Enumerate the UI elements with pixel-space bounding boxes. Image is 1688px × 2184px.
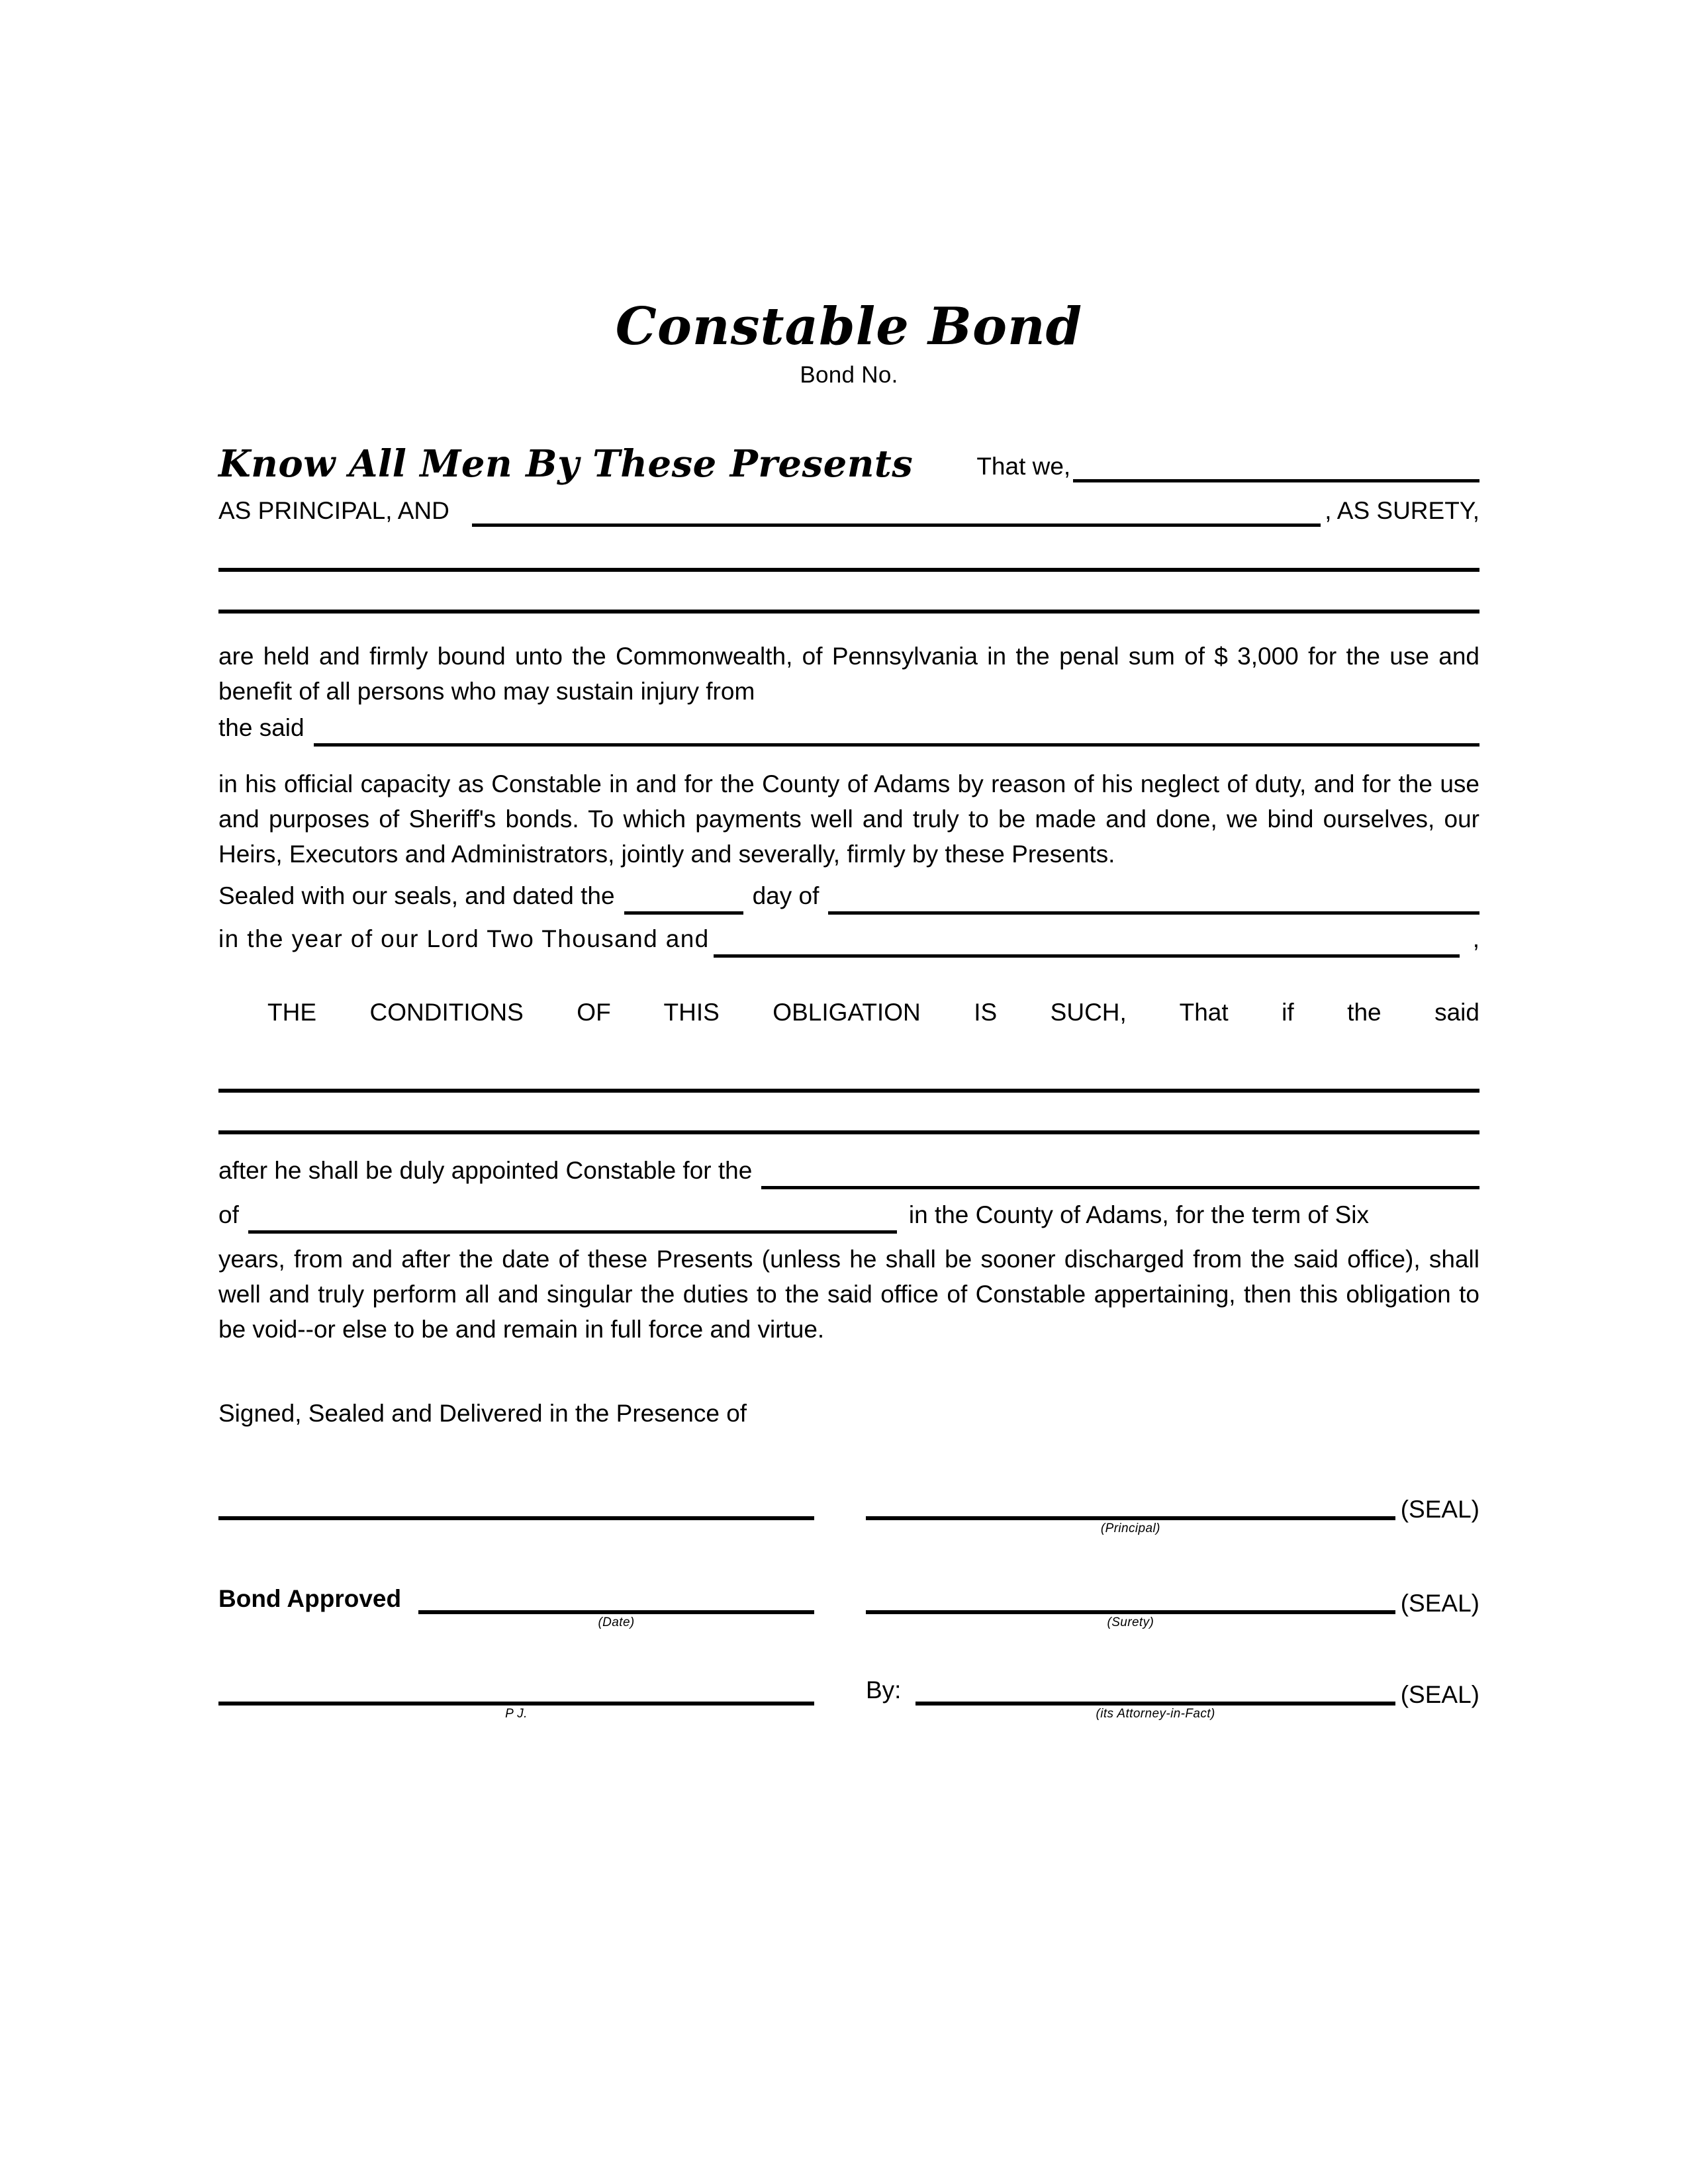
of-label: of xyxy=(218,1201,239,1228)
page-title: Constable Bond xyxy=(615,296,1083,357)
surety-name-blank[interactable] xyxy=(472,501,1321,527)
attorney-signature-line[interactable] xyxy=(915,1702,1395,1706)
pj-caption: P J. xyxy=(505,1707,528,1721)
document-content-column xyxy=(218,0,1479,1721)
official-capacity-paragraph: in his official capacity as Constable in and for the County of Adams by reason of his neglect of duty, and for the use and purposes of Sheriff's bonds. To which payments well and truly to be made and done, we bind ourselves, our Heirs, Executors and Administrators, jointly and severally, firmly by these Presents. xyxy=(218,770,1479,868)
month-blank[interactable] xyxy=(828,891,1479,915)
year-comma: , xyxy=(1472,925,1479,952)
signed-sealed-delivered-label: Signed, Sealed and Delivered in the Presence of xyxy=(218,1400,747,1427)
date-caption: (Date) xyxy=(598,1615,635,1629)
blank-rule-3[interactable] xyxy=(218,1089,1479,1093)
seal-label-surety: (SEAL) xyxy=(1400,1589,1479,1617)
bond-approved-label: Bond Approved xyxy=(218,1585,402,1612)
the-said-label: the said xyxy=(218,714,305,741)
signature-block xyxy=(218,1467,1479,1721)
surety-caption: (Surety) xyxy=(1107,1615,1154,1629)
principal-name-blank[interactable] xyxy=(1073,457,1479,482)
bond-approved-wrap xyxy=(218,1585,814,1629)
principal-surety-row xyxy=(218,497,1479,527)
seal-label-attorney: (SEAL) xyxy=(1400,1680,1479,1708)
of-county-row xyxy=(218,1197,1479,1234)
township-blank[interactable] xyxy=(248,1210,897,1234)
pj-signature-line[interactable] xyxy=(218,1702,814,1706)
principal-signature-wrap xyxy=(866,1495,1479,1535)
sealed-with-seals-label: Sealed with our seals, and dated the xyxy=(218,882,615,909)
signature-row-surety xyxy=(218,1561,1479,1629)
blank-rule-2[interactable] xyxy=(218,610,1479,614)
by-label: By: xyxy=(866,1676,902,1704)
as-surety-label: , AS SURETY, xyxy=(1325,497,1479,524)
bond-approved-date-line[interactable] xyxy=(418,1610,814,1614)
district-blank[interactable] xyxy=(761,1166,1479,1189)
year-of-lord-label: in the year of our Lord Two Thousand and xyxy=(218,925,710,952)
signature-row-attorney xyxy=(218,1653,1479,1721)
day-blank[interactable] xyxy=(624,891,743,915)
know-all-men-heading: Know All Men By These Presents xyxy=(218,442,914,486)
conditions-paragraph: THE CONDITIONS OF THIS OBLIGATION IS SUCH, That if the said xyxy=(267,999,1479,1026)
witness-line-1-wrap xyxy=(218,1516,814,1520)
year-of-lord-row xyxy=(218,921,1479,958)
blank-rule-1[interactable] xyxy=(218,568,1479,572)
attorney-caption: (its Attorney-in-Fact) xyxy=(1096,1707,1215,1721)
title-block xyxy=(218,0,1479,388)
the-said-blank[interactable] xyxy=(314,723,1479,747)
principal-signature-line[interactable] xyxy=(866,1516,1395,1520)
surety-signature-line[interactable] xyxy=(866,1610,1395,1614)
as-principal-label: AS PRINCIPAL, AND xyxy=(218,497,449,524)
attorney-signature-wrap xyxy=(866,1676,1479,1721)
pj-line-wrap xyxy=(218,1702,814,1721)
witness-line-1[interactable] xyxy=(218,1516,814,1520)
penal-sum-paragraph: are held and firmly bound unto the Commonwealth, of Pennsylvania in the penal sum of $ 3,000 for the use and benefit of all persons who may sustain injury from xyxy=(218,643,1479,705)
the-said-row xyxy=(218,710,1479,747)
that-we-label: That we, xyxy=(976,453,1071,480)
year-blank[interactable] xyxy=(714,934,1460,958)
sealed-dated-row xyxy=(218,878,1479,915)
blank-rule-4[interactable] xyxy=(218,1130,1479,1134)
after-appointed-row xyxy=(218,1153,1479,1189)
after-appointed-label: after he shall be duly appointed Constable for the xyxy=(218,1157,753,1184)
principal-caption: (Principal) xyxy=(1100,1522,1160,1535)
county-of-adams-label: in the County of Adams, for the term of Six xyxy=(908,1201,1369,1228)
surety-signature-wrap xyxy=(866,1589,1479,1629)
signature-row-principal xyxy=(218,1467,1479,1535)
term-paragraph: years, from and after the date of these Presents (unless he shall be sooner discharged from the said office), shall well and truly perform all and singular the duties to the said office of Constable appertaining, then this obligation to be void--or else to be and remain in full force and virtue. xyxy=(218,1246,1479,1343)
seal-label-principal: (SEAL) xyxy=(1400,1495,1479,1523)
bond-number-label: Bond No. xyxy=(800,362,898,388)
know-all-men-row xyxy=(218,442,1479,486)
day-of-label: day of xyxy=(752,882,820,909)
